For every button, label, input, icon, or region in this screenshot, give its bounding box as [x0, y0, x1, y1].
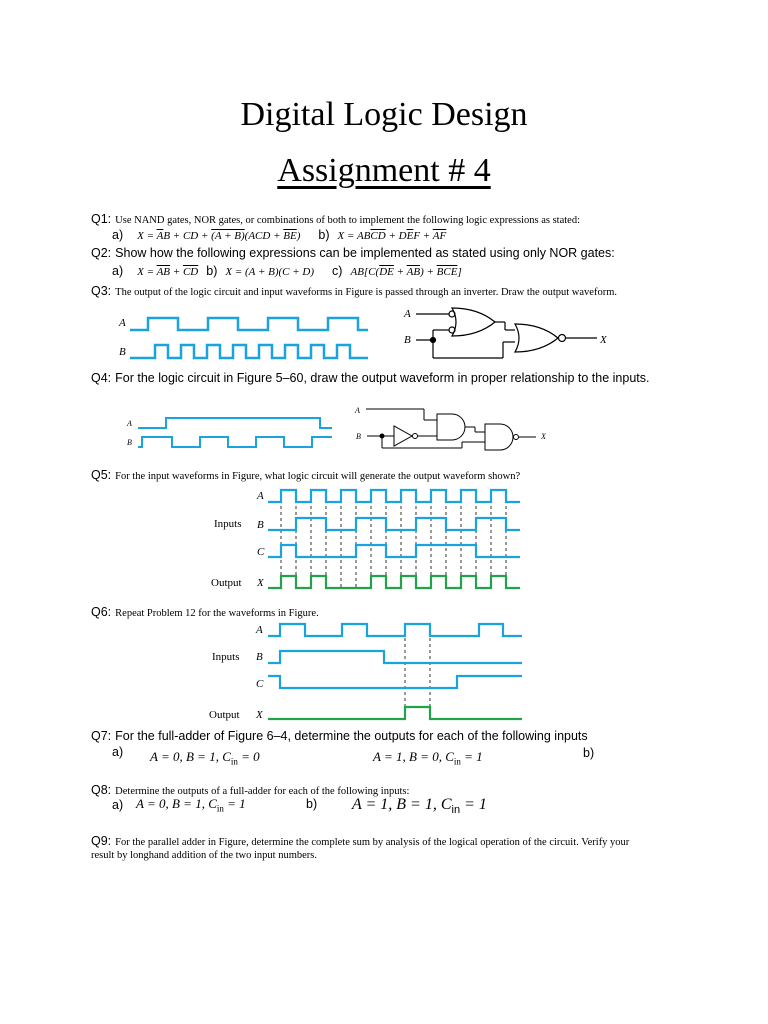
q4-gate-a-label: A	[355, 406, 360, 415]
q2-text: Show how the following expressions can be implemented as stated using only NOR gates:	[115, 246, 615, 260]
q1-label: Q1:	[91, 212, 112, 226]
q1-b-label: b)	[318, 228, 330, 242]
q6-waveform-b	[268, 651, 522, 663]
q6-sig-x-label: X	[256, 709, 263, 721]
q2-a-expression: $X = \overline{AB} + \overline{CD}$	[137, 266, 199, 278]
q3-wave-a-label: A	[119, 317, 126, 329]
q7-label: Q7:	[91, 729, 112, 743]
document-title: Digital Logic Design	[240, 96, 528, 133]
q6-sig-b-label: B	[256, 651, 263, 663]
q4-wave-a-label: A	[127, 419, 132, 428]
q7-heading	[91, 727, 588, 745]
q2-label: Q2:	[91, 246, 112, 260]
q8-text: Determine the outputs of a full-adder for each of the following inputs:	[115, 786, 410, 797]
q5-sig-c-label: C	[257, 546, 265, 558]
q2-c-expression: $AB[C(\overline{DE} + \overline{AB}) + \overline{BCE}]$	[350, 266, 462, 278]
q1-b-expression: $X = AB\overline{C}\overline{D} + D\overline{E}F + \overline{AF}$	[337, 230, 447, 242]
q2-c-label: c)	[332, 264, 343, 278]
q7-a-label: a)	[112, 745, 124, 759]
q6-output-label: Output	[209, 709, 240, 721]
q8-b-label: b)	[306, 797, 318, 811]
q1-a-label: a)	[112, 228, 124, 242]
q6-waveform-x	[268, 707, 522, 719]
q6-inputs-label: Inputs	[212, 651, 240, 663]
q2-a-label: a)	[112, 264, 124, 278]
q8-a-label: a)	[112, 798, 124, 812]
q4-label: Q4:	[91, 371, 112, 385]
q2-b-label: b)	[206, 264, 218, 278]
q9-label: Q9:	[91, 834, 112, 848]
q5-inputs-label: Inputs	[214, 518, 242, 530]
q4-gate-b-label: B	[356, 432, 361, 441]
q8-b-expression: A = 1, B = 1, $C_{in} = 1$	[352, 796, 487, 817]
q7-a-expression: A = 0, B = 1, $C_{in} = 0$	[150, 749, 260, 767]
q4-text: For the logic circuit in Figure 5–60, draw the output waveform in proper relationship to the inputs.	[115, 371, 650, 385]
q5-sig-b-label: B	[257, 519, 264, 531]
q1-a-expression: $X = \overline{A}B$ + CD + $(A + B)(ACD + \overline{BE})$	[137, 230, 301, 242]
q6-text: Repeat Problem 12 for the waveforms in Figure.	[115, 608, 319, 619]
q8-label: Q8:	[91, 783, 112, 797]
q9-text-line2: result by longhand addition of the two input numbers.	[91, 850, 318, 861]
q7-text: For the full-adder of Figure 6–4, determine the outputs for each of the following inputs	[115, 729, 588, 743]
q5-sig-x-label: X	[257, 577, 264, 589]
q6-label: Q6:	[91, 605, 112, 619]
q6-waveform-a	[268, 624, 522, 636]
q3-gate-x-label: X	[600, 334, 607, 346]
q2-b-expression: X = (A + B)(C + D)	[225, 266, 315, 278]
q1-text: Use NAND gates, NOR gates, or combinations of both to implement the following logic expressions as stated:	[115, 215, 580, 226]
q5-sig-a-label: A	[257, 490, 264, 502]
q6-sig-a-label: A	[256, 624, 263, 636]
q6-sig-c-label: C	[256, 678, 264, 690]
q5-output-label: Output	[211, 577, 242, 589]
q4-gate-x-label: X	[541, 432, 546, 441]
q3-label: Q3:	[91, 284, 112, 298]
q3-wave-b-label: B	[119, 346, 126, 358]
q3-gate-b-label: B	[404, 334, 411, 346]
q3-text: The output of the logic circuit and input waveforms in Figure is passed through an inverter. Draw the output waveform.	[115, 287, 617, 298]
q9-text-line1: For the parallel adder in Figure, determine the complete sum by analysis of the logical operation of the circuit. Verify your	[115, 837, 630, 848]
document-subtitle: Assignment # 4	[277, 152, 491, 189]
q6-waveform-c	[268, 676, 522, 688]
q4-wave-b-label: B	[127, 438, 132, 447]
q5-text: For the input waveforms in Figure, what logic circuit will generate the output waveform shown?	[115, 471, 521, 482]
q5-label: Q5:	[91, 468, 112, 482]
q7-b-label: b)	[583, 746, 595, 760]
q8-a-expression: A = 0, B = 1, $C_{in} = 1$	[136, 796, 246, 814]
q3-gate-a-label: A	[404, 308, 411, 320]
q9-heading	[91, 832, 629, 850]
q7-b-expression: A = 1, B = 0, $C_{in} = 1$	[373, 749, 483, 767]
